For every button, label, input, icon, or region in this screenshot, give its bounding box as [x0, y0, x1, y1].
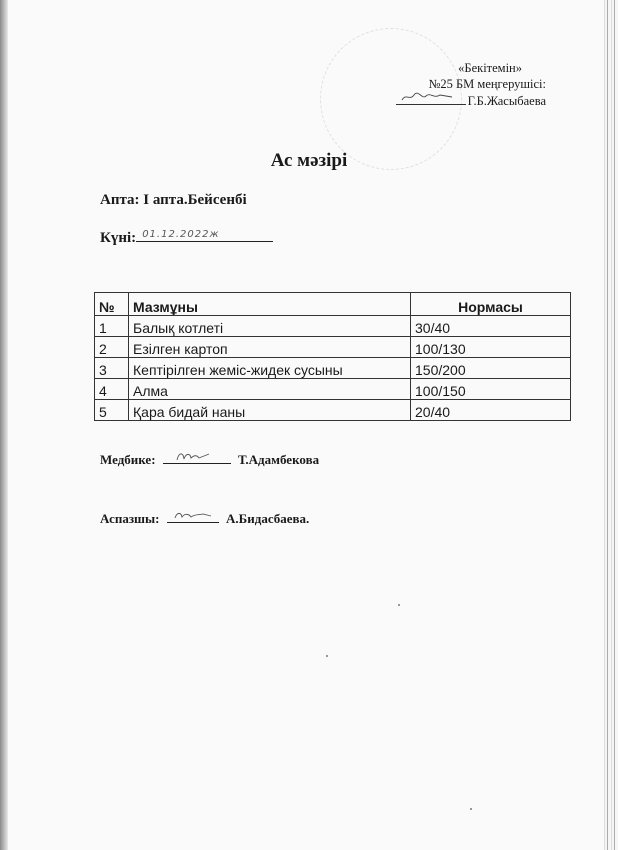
row-item: Балық котлеті — [129, 316, 411, 337]
nurse-label: Медбике: — [100, 452, 156, 467]
scan-left-edge — [0, 0, 8, 850]
week-label: Апта: І апта.Бейсенбі — [100, 192, 247, 208]
row-number: 2 — [95, 337, 129, 358]
head-signature-scribble — [396, 91, 466, 103]
row-norm: 150/200 — [411, 358, 571, 379]
row-item: Алма — [129, 379, 411, 400]
approval-signature-row — [396, 93, 546, 109]
row-norm: 100/130 — [411, 337, 571, 358]
row-item: Кептірілген жеміс-жидек сусыны — [129, 358, 411, 379]
nurse-name: Т.Адамбекова — [238, 452, 320, 467]
cook-label: Аспазшы: — [100, 511, 160, 526]
cook-signature-scribble — [167, 509, 219, 521]
scan-right-edge — [604, 0, 618, 850]
row-item: Қара бидай наны — [129, 400, 411, 421]
head-signature — [396, 93, 466, 105]
header-norm: Нормасы — [411, 293, 571, 316]
date-row — [100, 227, 273, 247]
table-row — [95, 316, 571, 337]
cook-name: А.Бидасбаева. — [226, 511, 310, 526]
row-norm: 20/40 — [411, 400, 571, 421]
nurse-signature-row — [100, 451, 319, 468]
approval-block — [396, 60, 546, 109]
table-row — [95, 358, 571, 379]
cook-signature-row — [100, 510, 309, 527]
date-handwritten: 01.12.2022ж — [142, 229, 220, 240]
page-title: Ас мәзірі — [270, 150, 348, 171]
scan-speck — [398, 604, 400, 606]
header-content: Мазмұны — [129, 293, 411, 316]
row-number: 3 — [95, 358, 129, 379]
row-norm: 100/150 — [411, 379, 571, 400]
table-row — [95, 379, 571, 400]
nurse-signature — [163, 451, 231, 464]
table-row — [95, 337, 571, 358]
scan-speck — [470, 808, 472, 810]
date-field — [136, 227, 273, 242]
approval-position: №25 БМ меңгерушісі: — [428, 77, 546, 92]
header-number: № — [95, 293, 129, 316]
row-number: 4 — [95, 379, 129, 400]
head-name: Г.Б.Жасыбаева — [467, 93, 546, 108]
date-label: Күні: — [100, 230, 137, 246]
nurse-signature-scribble — [163, 450, 231, 462]
row-norm: 30/40 — [411, 316, 571, 337]
row-number: 5 — [95, 400, 129, 421]
row-number: 1 — [95, 316, 129, 337]
table-row — [95, 400, 571, 421]
table-header-row — [95, 293, 571, 316]
row-item: Езілген картоп — [129, 337, 411, 358]
approval-heading: «Бекітемін» — [458, 61, 522, 75]
cook-signature — [167, 510, 219, 523]
menu-table — [94, 292, 571, 421]
scan-speck — [326, 655, 328, 657]
